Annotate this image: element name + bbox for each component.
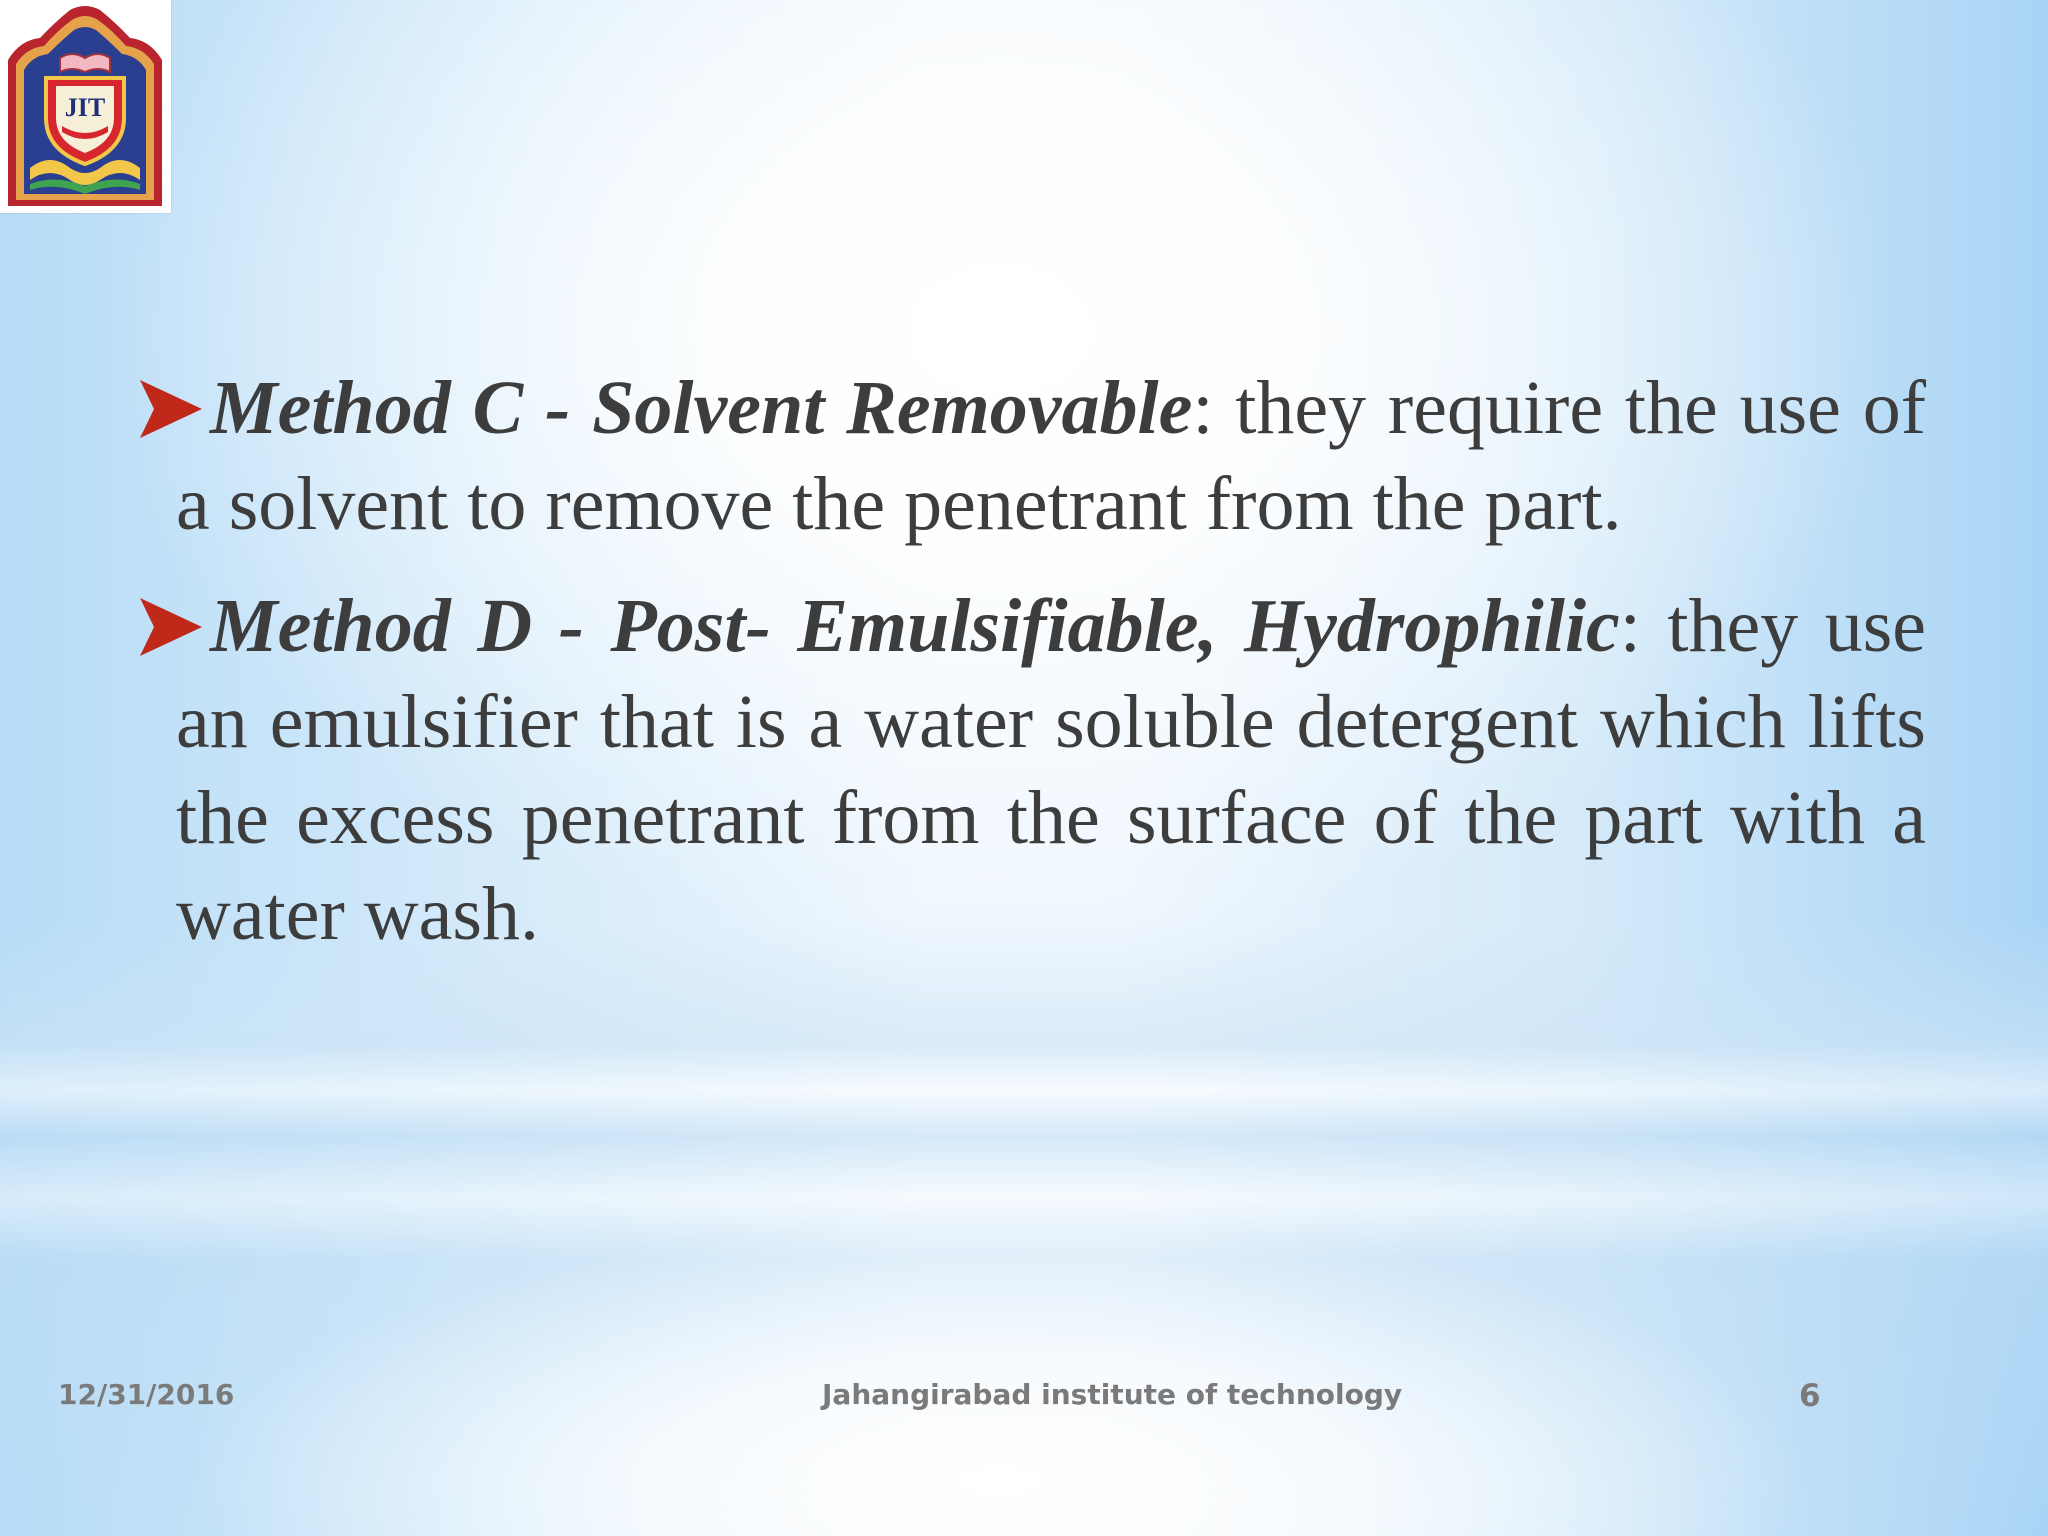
arrow-bullet-icon xyxy=(138,378,204,440)
arrow-bullet-icon xyxy=(138,596,204,658)
slide-page-number: 6 xyxy=(1799,1378,1821,1414)
slide-body xyxy=(138,360,1926,962)
institute-crest-icon xyxy=(0,0,171,213)
footer-date: 12/31/2016 xyxy=(58,1378,235,1411)
footer-organization: Jahangirabad institute of technology xyxy=(822,1378,1403,1411)
method-d-description: : they use an emulsifier that is a water soluble detergent which lifts the excess penetrant from the surface of the part with a water wash. xyxy=(176,584,1927,956)
bullet-text xyxy=(176,584,1926,956)
method-c-description: : they require the use of a solvent to remove the penetrant from the part. xyxy=(176,366,1927,546)
bullet-method-c xyxy=(138,360,1926,552)
method-d-heading: Method D - Post- Emulsifiable, Hydrophilic xyxy=(210,584,1620,668)
institute-logo xyxy=(0,0,171,213)
svg-text:JIT: JIT xyxy=(64,93,106,122)
bullet-text xyxy=(176,366,1926,546)
bullet-method-d xyxy=(138,578,1926,962)
method-c-heading: Method C - Solvent Removable xyxy=(210,366,1193,450)
